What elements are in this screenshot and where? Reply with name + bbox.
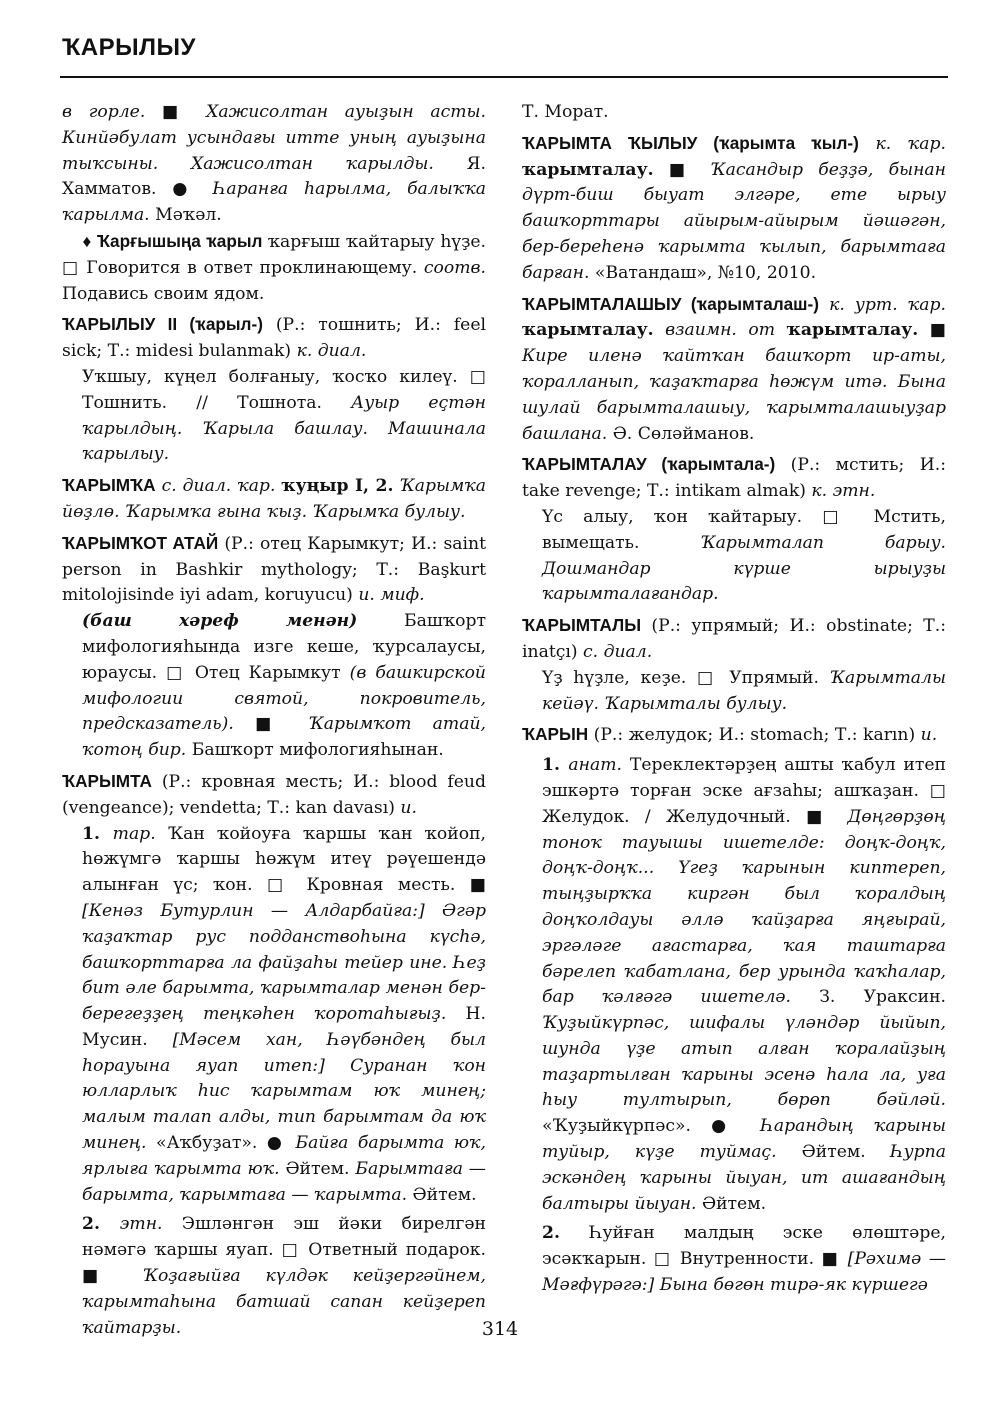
continued-run: Я. Хамматов. — [62, 153, 486, 200]
entry-karyluu-2-sense: Уҡшыу, күңел болғаныу, ҡосҡо килеү. □ Тошнить. // Тошнота. Ауыр еҫтән ҡарылдың. Ҡарыла башлау. Машинала ҡарылыу. — [82, 366, 486, 465]
entry-karyn-sense-2: 2. Һуйған малдың эске өлөштәре, эсәкҡарын. □ Внутренности. ■ [Рәхимә — Мәғфүрәгә:] Бына бөгөн тирә-як күршегә — [542, 1223, 947, 1296]
entry-karymtaly: ҠАРЫМТАЛЫ (Р.: упрямый; И.: obstinate; Т.: inatçı) с. диал. — [522, 615, 946, 662]
entry-karymtalashyu: ҠАРЫМТАЛАШЫУ (ҡарымталаш-) к. урт. ҡар. ҡарымталау. взаимн. от ҡарымталау. ■ Кире иленә ҡайтҡан башҡорт ир-аты, ҡоралланып, ҡаҙаҡтарға һөжүм итә. Бына шулай барымталашыу, ҡарымталашыуҙар башлана. Ә. Сөләйманов. — [522, 293, 947, 444]
continued-run: соотв. — [423, 257, 486, 278]
continued-entry — [62, 100, 486, 307]
headword: ҠАРЫМТАЛАШЫУ (ҡарымталаш-) — [522, 293, 819, 314]
entry-karymka: ҠАРЫМҠА с. диал. ҡар. ҡуңыр I, 2. Ҡарымҡа йөҙлө. Ҡарымҡа ғына ҡыҙ. Ҡарымҡа булыу. — [62, 475, 487, 522]
entry-karymkot-sense: (баш хәреф менән) Башҡорт мифологияһында изге кеше, ҡурсалаусы, юраусы. □ Отец Карымкут (в башкирской мифологии святой, покровитель, предсказатель). ■ Ҡарымҡот атай, ҡотоң бир. Башҡорт мифологияһынан. — [82, 611, 487, 761]
continued-run: в горле. ■ Хажисолтан ауыҙын асты. Кинйәбулат усындағы итте уның ауыҙына тыҡсыны. Хажисолтан ҡарылды. — [62, 102, 486, 174]
headword: ҠАРЫН — [522, 724, 589, 745]
headword: ҠАРЫМТАЛЫ — [522, 615, 642, 636]
header-rule — [60, 76, 948, 78]
entry-karymta-kylyu: ҠАРЫМТА ҠЫЛЫУ (ҡарымта ҡыл-) к. ҡар. ҡарымталау. ■ Ҡасандыр беҙҙә, бынан дүрт-биш быуат элгәре, ете ырыу башҡорттары айырым-айырым йәшәгән, бер-береһенә ҡарымта ҡылып, барымтаға барған. «Ватандаш», №10, 2010. — [522, 132, 946, 283]
entry-karymta-sense-2: 2. этн. Эшләнгән эш йәки бирелгән нәмәгә ҡаршы яуап. □ Ответный подарок. ■ Ҡоҙағыйға күлдәк кейҙергәйнем, ҡарымтаһына батшай сапан кейҙереп ҡайтарҙы. — [82, 1214, 486, 1338]
right-column — [522, 100, 946, 1299]
entry-karyn-sense-1: 1. анат. Тереклектәрҙең ашты ҡабул итеп эшкәртә торған эске ағзаһы; ашҡаҙан. □ Желудок. / Желудочный. ■ Дөңгөрҙөң тоноҡ тауышы ишетелде: доңҡ-доңҡ, доңҡ-доңҡ... Үгеҙ ҡарынын киптереп, тыңҙырҡҡа киргән был ҡоралдың доңҡолдауы әллә ҡайҙарға яңғырай, эргәләге ағастарға, ҡая таштарға бәрелеп ҡабатлана, бер урында ҡаҡһалар, бар ҡәлғәгә ишетелә. З. Ураксин. Ҡуҙыйкүрпәс, шифалы үләндәр йыйып, шунда үҙе атып алған ҡоралайҙың таҙартылған ҡарыны эсенә һала ла, уға һыу тултырып, бөрөп бәйләй. «Ҡуҙыйкүрпәс». ● Һарандың ҡарыны туйыр, күҙе туймаҫ. Әйтем. Һурпа эскәндең ҡарыны йыуан, ит ашағандың балтыры йыуан. Әйтем. — [542, 755, 946, 1214]
continued-run: ҡарғыш ҡайтарыу һүҙе. □ Говорится в ответ проклинающему. — [62, 231, 486, 278]
continued-run: ♦ Ҡарғышыңа ҡарыл — [82, 230, 268, 251]
headword: ҠАРЫМҠОТ АТАЙ — [62, 532, 219, 553]
entry-karymtaly-sense: Үҙ һүҙле, кеҙе. □ Упрямый. Ҡарымталы кейәү. Ҡарымталы булыу. — [542, 667, 946, 714]
continued-run: Подавись своим ядом. — [62, 283, 265, 304]
entry-karyluu-2: ҠАРЫЛЫУ II (ҡарыл-) (Р.: тошнить; И.: feel sick; Т.: midesi bulanmak) к. диал. — [62, 314, 486, 362]
entry-karymtalau-sense: Үс алыу, ҡон ҡайтарыу. □ Мстить, вымещать. Ҡарымталап барыу. Дошмандар күрше ырыуҙы ҡарымталағандар. — [542, 506, 946, 605]
running-title: ҠАРЫЛЫУ — [62, 34, 196, 61]
entry-karymta-sense-1: 1. тар. Ҡан ҡойоуға ҡаршы ҡан ҡойоп, һөжүмгә ҡаршы һөжүм итеү рәүешендә алынған үс; ҡон. □ Кровная месть. ■ [Кенәз Бутурлин — Алдарбайға:] Әгәр ҡаҙаҡтар рус подданствоһына күсһә, башҡорттарға ла файҙаһы тейер ине. Һеҙ бит әле барымта, ҡарымталар менән бер-берегеҙҙең теңкәһен ҡоротаһығыҙ. Н. Мусин. [Мәсем хан, Һәүбәндең был һорауына яуап итеп:] Суранан ҡон юлларлыҡ һис ҡарымтам юҡ минең; малым талап алды, тип барымтам да юҡ минең. «Аҡбуҙат». ● Байға барымта юҡ, ярлыға ҡарымта юҡ. Әйтем. Барымтаға — барымта, ҡарымтаға — ҡарымта. Әйтем. — [82, 823, 486, 1205]
entry-karymtalau: ҠАРЫМТАЛАУ (ҡарымтала-) (Р.: мстить; И.: take revenge; Т.: intikam almak) к. этн. — [522, 454, 946, 502]
entry-karyn: ҠАРЫН (Р.: желудок; И.: stomach; Т.: karın) и. — [522, 724, 938, 746]
headword: ҠАРЫМТАЛАУ (ҡарымтала-) — [522, 454, 776, 475]
headword: ҠАРЫМТА — [62, 770, 152, 791]
headword: ҠАРЫМҠА — [62, 475, 156, 496]
headword: ҠАРЫЛЫУ II (ҡарыл-) — [62, 314, 263, 335]
entry-karymta-sense-2-cont: Т. Морат. — [522, 102, 609, 122]
page-number: 314 — [481, 1318, 519, 1340]
left-column — [62, 100, 486, 1341]
entry-karymta: ҠАРЫМТА (Р.: кровная месть; И.: blood feud (vengeance); vendetta; Т.: kan davası) и. — [62, 770, 486, 818]
headword: ҠАРЫМТА ҠЫЛЫУ (ҡарымта ҡыл-) — [522, 132, 859, 153]
continued-run: ● Һаранға һарылма, балыҡҡа ҡарылма. — [62, 179, 486, 226]
entry-karymkot-atai: ҠАРЫМҠОТ АТАЙ (Р.: отец Карымкут; И.: saint person in Bashkir mythology; Т.: Başkurt mitolojisinde iyi adam, koruyucu) и. миф. — [62, 532, 486, 606]
continued-run: Мәҡәл. — [155, 205, 222, 226]
